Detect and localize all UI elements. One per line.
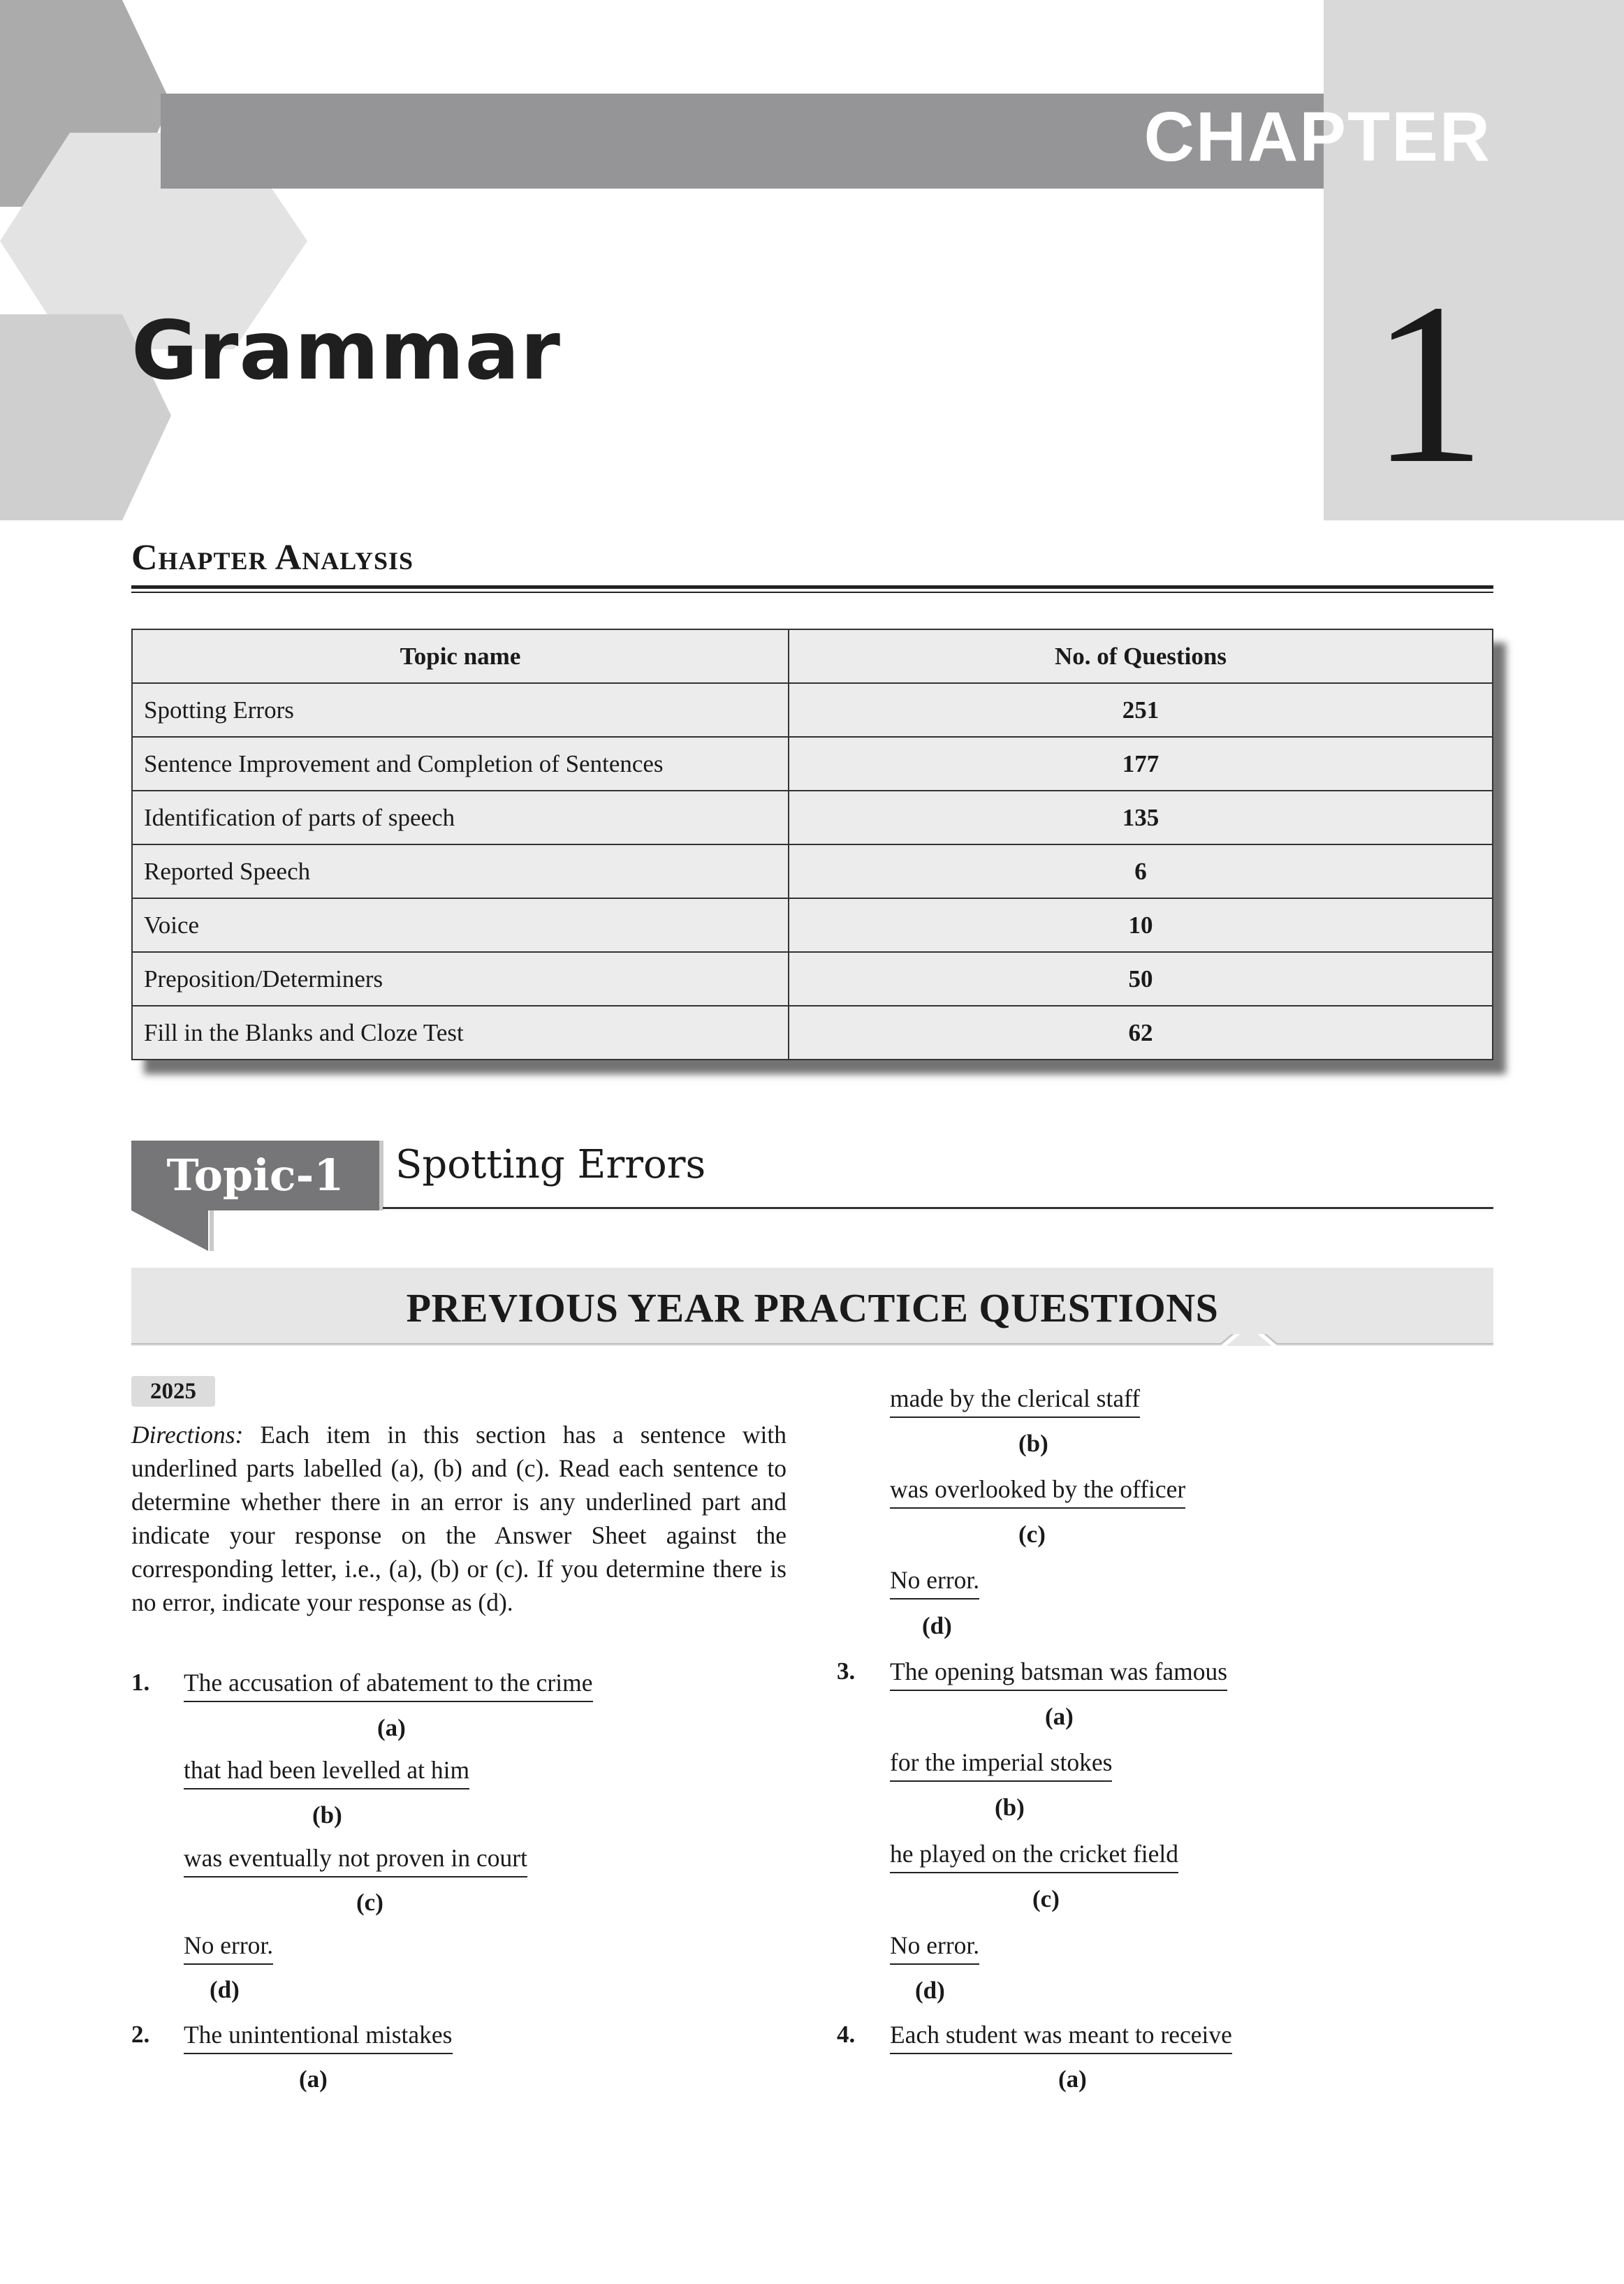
question-part: was eventually not proven in court [184,1841,527,1877]
question-number: 4. [837,2021,856,2048]
table-row [132,791,1493,844]
part-label: (c) [356,1889,383,1916]
part-label: (c) [1018,1521,1046,1548]
question-part: The accusation of abatement to the crime [184,1666,593,1702]
question-part: No error. [890,1928,979,1965]
topic-cell: Reported Speech [132,844,789,898]
question-part: Each student was meant to receive [890,2018,1232,2054]
table-header-row [132,629,1493,683]
topic-cell: Sentence Improvement and Completion of Sentences [132,737,789,791]
part-label: (a) [299,2065,328,2093]
count-cell: 6 [789,844,1493,898]
topic-cell: Spotting Errors [132,683,789,737]
table-row [132,952,1493,1006]
question-part: for the imperial stokes [890,1745,1112,1782]
question-number: 3. [837,1657,856,1685]
table-row [132,683,1493,737]
count-cell: 135 [789,791,1493,844]
question-part: was overlooked by the officer [890,1472,1185,1509]
directions-label: Directions: [131,1421,244,1449]
topic-label: Topic-1 [166,1150,344,1201]
topic-tab-fold [131,1210,208,1251]
question-part: No error. [890,1563,979,1599]
topic-cell: Voice [132,898,789,952]
count-cell: 10 [789,898,1493,952]
directions-text: Each item in this section has a sentence with underlined parts labelled (a), (b) and (c). Read each sentence to determine whether there in an error is any underlined part and indicate your response on the Answer Sheet against the corresponding letter, i.e., (a), (b) or (c). If you determine there is no error, indicate your response as (d). [131,1421,787,1616]
year-badge: 2025 [131,1376,215,1407]
question-part: The unintentional mistakes [184,2018,453,2054]
part-label: (b) [312,1801,342,1829]
table-row [132,844,1493,898]
hexagon-decoration [0,0,307,520]
chapter-title: Grammar [131,304,561,398]
count-cell: 251 [789,683,1493,737]
heading-rule [131,585,1493,589]
part-label: (b) [1018,1430,1048,1457]
pyq-title: PREVIOUS YEAR PRACTICE QUESTIONS [406,1285,1219,1331]
count-cell: 177 [789,737,1493,791]
part-label: (a) [1058,2065,1087,2093]
question-number: 1. [131,1669,150,1696]
topic-divider [379,1141,383,1210]
chapter-analysis-table [131,629,1493,1060]
column-header-topic: Topic name [132,629,789,683]
chapter-analysis-heading: Chapter Analysis [131,538,414,578]
column-header-count: No. of Questions [789,629,1493,683]
count-cell: 62 [789,1006,1493,1060]
heading-rule-thin [131,592,1493,593]
topic-cell: Identification of parts of speech [132,791,789,844]
topic-name: Spotting Errors [395,1142,706,1187]
question-part: The opening batsman was famous [890,1655,1227,1691]
part-label: (a) [377,1714,406,1741]
part-label: (a) [1045,1703,1074,1730]
chapter-label: CHAPTER [1143,98,1491,176]
topic-tab-fold-edge [210,1210,214,1251]
table-row [132,737,1493,791]
table-row [132,1006,1493,1060]
part-label: (d) [210,1976,240,2003]
question-part: No error. [184,1928,273,1965]
directions-paragraph [131,1418,787,1619]
question-part: made by the clerical staff [890,1382,1140,1418]
part-label: (d) [922,1612,952,1639]
count-cell: 50 [789,952,1493,1006]
table-row [132,898,1493,952]
topic-cell: Preposition/Determiners [132,952,789,1006]
question-part: he played on the cricket field [890,1837,1178,1873]
topic-rule [383,1207,1493,1209]
chapter-number: 1 [1370,256,1486,511]
topic-cell: Fill in the Blanks and Cloze Test [132,1006,789,1060]
part-label: (b) [995,1794,1025,1821]
question-part: that had been levelled at him [184,1753,469,1789]
question-number: 2. [131,2021,150,2048]
part-label: (c) [1032,1885,1060,1912]
part-label: (d) [915,1977,945,2004]
